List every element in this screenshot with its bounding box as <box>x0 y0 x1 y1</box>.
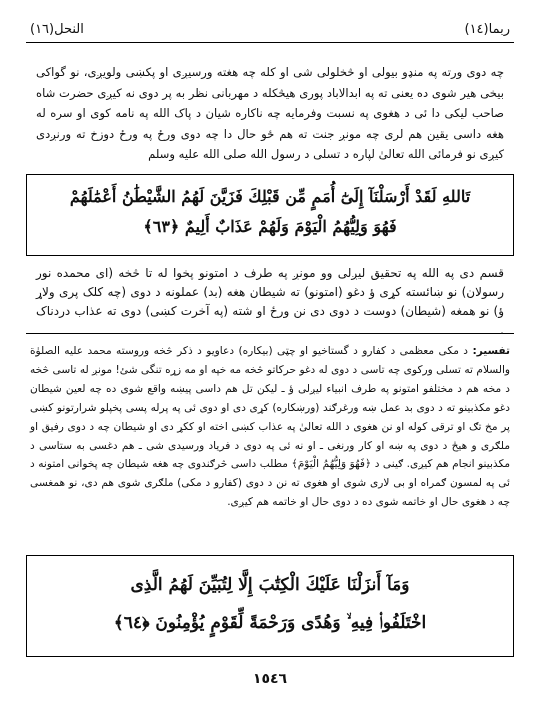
verse-box-1 <box>26 174 514 256</box>
verse-2-line-1: وَمَآ أَنزَلْنَا عَلَيْكَ الْكِتَٰبَ إِلَّا لِتُبَيِّنَ لَهُمُ الَّذِى <box>130 575 410 595</box>
translation-text: قسم دی په الله په تحقيق ليږلی وو مونږ په طرف د امتونو پخوا له تا څخه (ای محمده نور رسولان) نو ښائسته کړی ؤ دغو (امتونو) ته شيطان هغه (بد) عملونه د دوی (چه کلک پری ولاړ ؤ) نو همغه (شيطان) دوست د دوی دی نن ورځ او شته (په آخرت کښی) دوی ته عذاب دردناک . <box>36 266 504 337</box>
verse-1-line-1: تَاللهِ لَقَدْ أَرْسَلْنَآ إِلَىٰٓ أُمَمٍ مِّن قَبْلِكَ فَزَيَّنَ لَهُمُ الشَّيْطَٰنُ أَعْمَٰلَهُمْ <box>69 187 471 206</box>
translation-box <box>26 258 514 337</box>
tafsir-text: د مکی معظمی د کفارو د گستاخيو او چټی (بيکاره) دعاويو د ذکر څخه وروسته محمد عليه الصلوٰة والسلام ته تسلی ورکوی چه تاسی د دوی له دغو حرکاتو څخه مه خپه او مه زړه تنگی شئ! مونږ له تاسی څخه د مخه هم د مختلفو امتونو په طرف انبياء ليږلی ؤ ـ ليکن تل هم داسی پيښه واقع شوی ده چه لعين شيطان دغو مکذبينو ته د دوی بد عمل ښه ورغرګند (ورښکاره) کړی دی او دوی ئی په پرله پسی پخپلو شرارتونو کښی پر مخ تګ او ترقی کوله او نن هغوی د الله تعالیٰ په عذاب کښی اخته او ککړ دی او شيطان چه د دوی رفيق او ملګری و هيڅ د دوی په ښه او کار ورنغی ـ او نه ئی په دوی د فرياد ورسيدی شی ـ هم دغسی به ستاسی د مکذبينو انجام هم کيږی. ګينی د ﴿فَهُوَ وَلِيُّهُمُ الْيَوْمَ﴾ مطلب داسی څرګندوی چه هغه شيطان چه پخوانی امتونه د ئی په لمسون ګمراه او بی لاری شوی او هغوی ته نن د دوی (کفارو د مکی) ملګری شوی هم دی، نو همغسی چه د هغوی حال او خاتمه شوی ده د دوی حال او خاتمه هم کيږی. <box>30 345 510 509</box>
page-number: ١٥٤٦ <box>252 671 288 687</box>
surah-name: النحل(١٦) <box>30 22 84 37</box>
juz-name: ربما(١٤) <box>464 22 510 37</box>
verse-1-line-2: فَهُوَ وَلِيُّهُمُ الْيَوْمَ وَلَهُمْ عَذَابٌ أَلِيمٌ ﴿٦٣﴾ <box>143 217 397 236</box>
header-rule <box>26 42 514 43</box>
tafsir-section <box>30 342 510 512</box>
verse-box-2 <box>26 555 514 657</box>
intro-text: چه دوی ورته په منډو بيولی او څخلولی شی او کله چه هغته ورسيږی او پکښی ولويږی، نو گواکی بيخی هير شوی ده يعنی ته په ابدالاباد پوری هيڅکله د مهربانی نظر به پر دوی نه کيږی حضرت شاه صاحب ليکی دا ئی د هغوی په نسبت وفرمايه چه ناکاره شيان د پاک الله په نامه کوی او سره له هغه داسی يقين هم لری چه مونږ جنت ته هم ځو حال دا چه دوی ورځ په ورځ دوزخ ته ورنږدی کيږی نو فرمائی الله تعالیٰ لپاره د تسلی د رسول الله صلی الله عليه وسلم <box>36 65 504 161</box>
page-header <box>26 16 514 42</box>
tafsir-label: تفسير: <box>472 345 511 357</box>
intro-paragraph <box>36 62 504 165</box>
verse-2-line-2: اخْتَلَفُوا۟ فِيهِ ۙ وَهُدًى وَرَحْمَةً لِّقَوْمٍ يُؤْمِنُونَ ﴿٦٤﴾ <box>113 613 427 633</box>
